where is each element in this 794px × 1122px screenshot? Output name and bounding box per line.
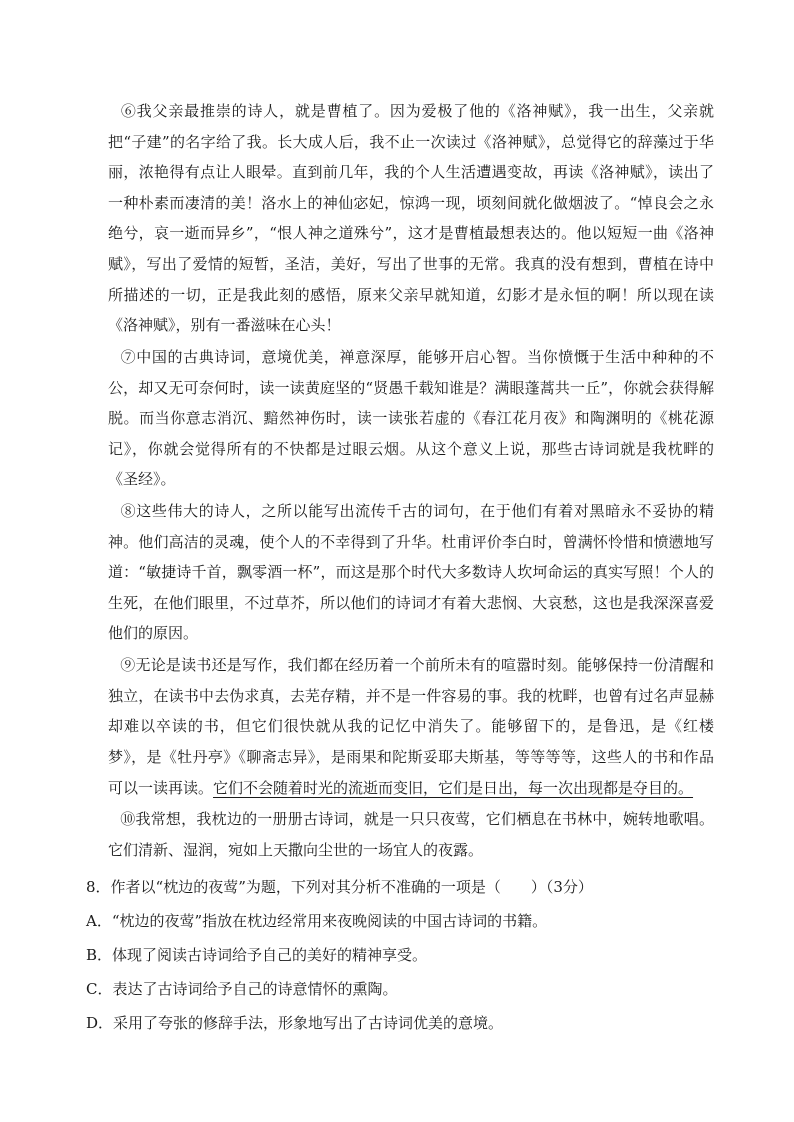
paragraph-text: 中国的古典诗词，意境优美，禅意深厚，能够开启心智。当你愤慨于生活中种种的不公，却又无可奈何时，读一读黄庭坚的“贤愚千载知谁是？满眼蓬蒿共一丘”，你就会获得解脱。而当你意志消沉、黯然神伤时，读一读张若虚的《春江花月夜》和陶渊明的《桃花源记》，你就会觉得所有的不快都是过眼云烟。从这个意义上说，那些古诗词就是我枕畔的《圣经》。 — [108, 347, 714, 489]
answer-options — [86, 904, 714, 1040]
paragraph-text: 我父亲最推崇的诗人，就是曹植了。因为爱极了他的《洛神赋》，我一出生，父亲就把“子建”的名字给了我。长大成人后，我不止一次读过《洛神赋》，总觉得它的辞藻过于华丽，浓艳得有点让人眼晕。直到前几年，我的个人生活遭遇变故，再读《洛神赋》，读出了一种朴素而凄清的美！洛水上的神仙宓妃，惊鸿一现，顷刻间就化做烟波了。“悼良会之永绝兮，哀一逝而异乡”，“恨人神之道殊兮”，这才是曹植最想表达的。他以短短一曲《洛神赋》，写出了爱情的短暂，圣洁，美好，写出了世事的无常。我真的没有想到，曹植在诗中所描述的一切，正是我此刻的感悟，原来父亲早就知道，幻影才是永恒的啊！所以现在读《洛神赋》，别有一番滋味在心头！ — [108, 102, 714, 335]
option-b[interactable]: B．体现了阅读古诗词给予自己的美好的精神享受。 — [86, 945, 428, 964]
option-d[interactable]: D．采用了夸张的修辞手法，形象地写出了古诗词优美的意境。 — [86, 1013, 504, 1032]
paragraph-10 — [108, 804, 714, 865]
question-stem: 8．作者以“枕边的夜莺”为题，下列对其分析不准确的一项是（ ）（3分） — [86, 877, 593, 896]
option-c[interactable]: C．表达了古诗词给予自己的诗意情怀的熏陶。 — [86, 979, 398, 998]
paragraph-number: ⑥ — [120, 102, 137, 120]
paragraph-text: 我常想，我枕边的一册册古诗词，就是一只只夜莺，它们栖息在书林中，婉转地歌唱。它们清新、湿润，宛如上天撒向尘世的一场宜人的夜露。 — [108, 810, 714, 859]
paragraph-7 — [108, 342, 714, 495]
option-a[interactable]: A．“枕边的夜莺”指放在枕边经常用来夜晚阅读的中国古诗词的书籍。 — [86, 911, 548, 930]
paragraph-number: ⑦ — [120, 347, 137, 366]
question-8 — [86, 870, 714, 904]
paragraph-8 — [108, 496, 714, 649]
paragraph-9 — [108, 650, 714, 803]
paragraph-text: 这些伟大的诗人，之所以能写出流传千古的词句，在于他们有着对黑暗永不妥协的精神。他们高洁的灵魂，使个人的不幸得到了升华。杜甫评价李白时，曾满怀怜惜和愤懑地写道：“敏捷诗千首，飘零酒一杯”，而这是那个时代大多数诗人坎坷命运的真实写照！个人的生死，在他们眼里，不过草芥，所以他们的诗词才有着大悲悯、大哀愁，这也是我深深喜爱他们的原因。 — [108, 502, 714, 643]
paragraph-6 — [108, 96, 714, 341]
paragraph-number: ⑩ — [120, 810, 136, 829]
underlined-sentence: 它们不会随着时光的流逝而变旧，它们是日出，每一次出现都是夺目的。 — [213, 778, 694, 797]
paragraph-number: ⑨ — [120, 656, 136, 675]
paragraph-text: 无论是读书还是写作，我们都在经历着一个前所未有的喧嚣时刻。能够保持一份清醒和独立，在读书中去伪求真，去芜存精，并不是一件容易的事。我的枕畔，也曾有过名声显赫却难以卒读的书，但它们很快就从我的记忆中消失了。能够留下的，是鲁迅，是《红楼梦》，是《牡丹亭》《聊斋志异》，是雨果和陀斯妥耶夫斯基，等等等等，这些人的书和作品可以一读再读。 — [108, 656, 714, 797]
paragraph-number: ⑧ — [120, 502, 137, 521]
